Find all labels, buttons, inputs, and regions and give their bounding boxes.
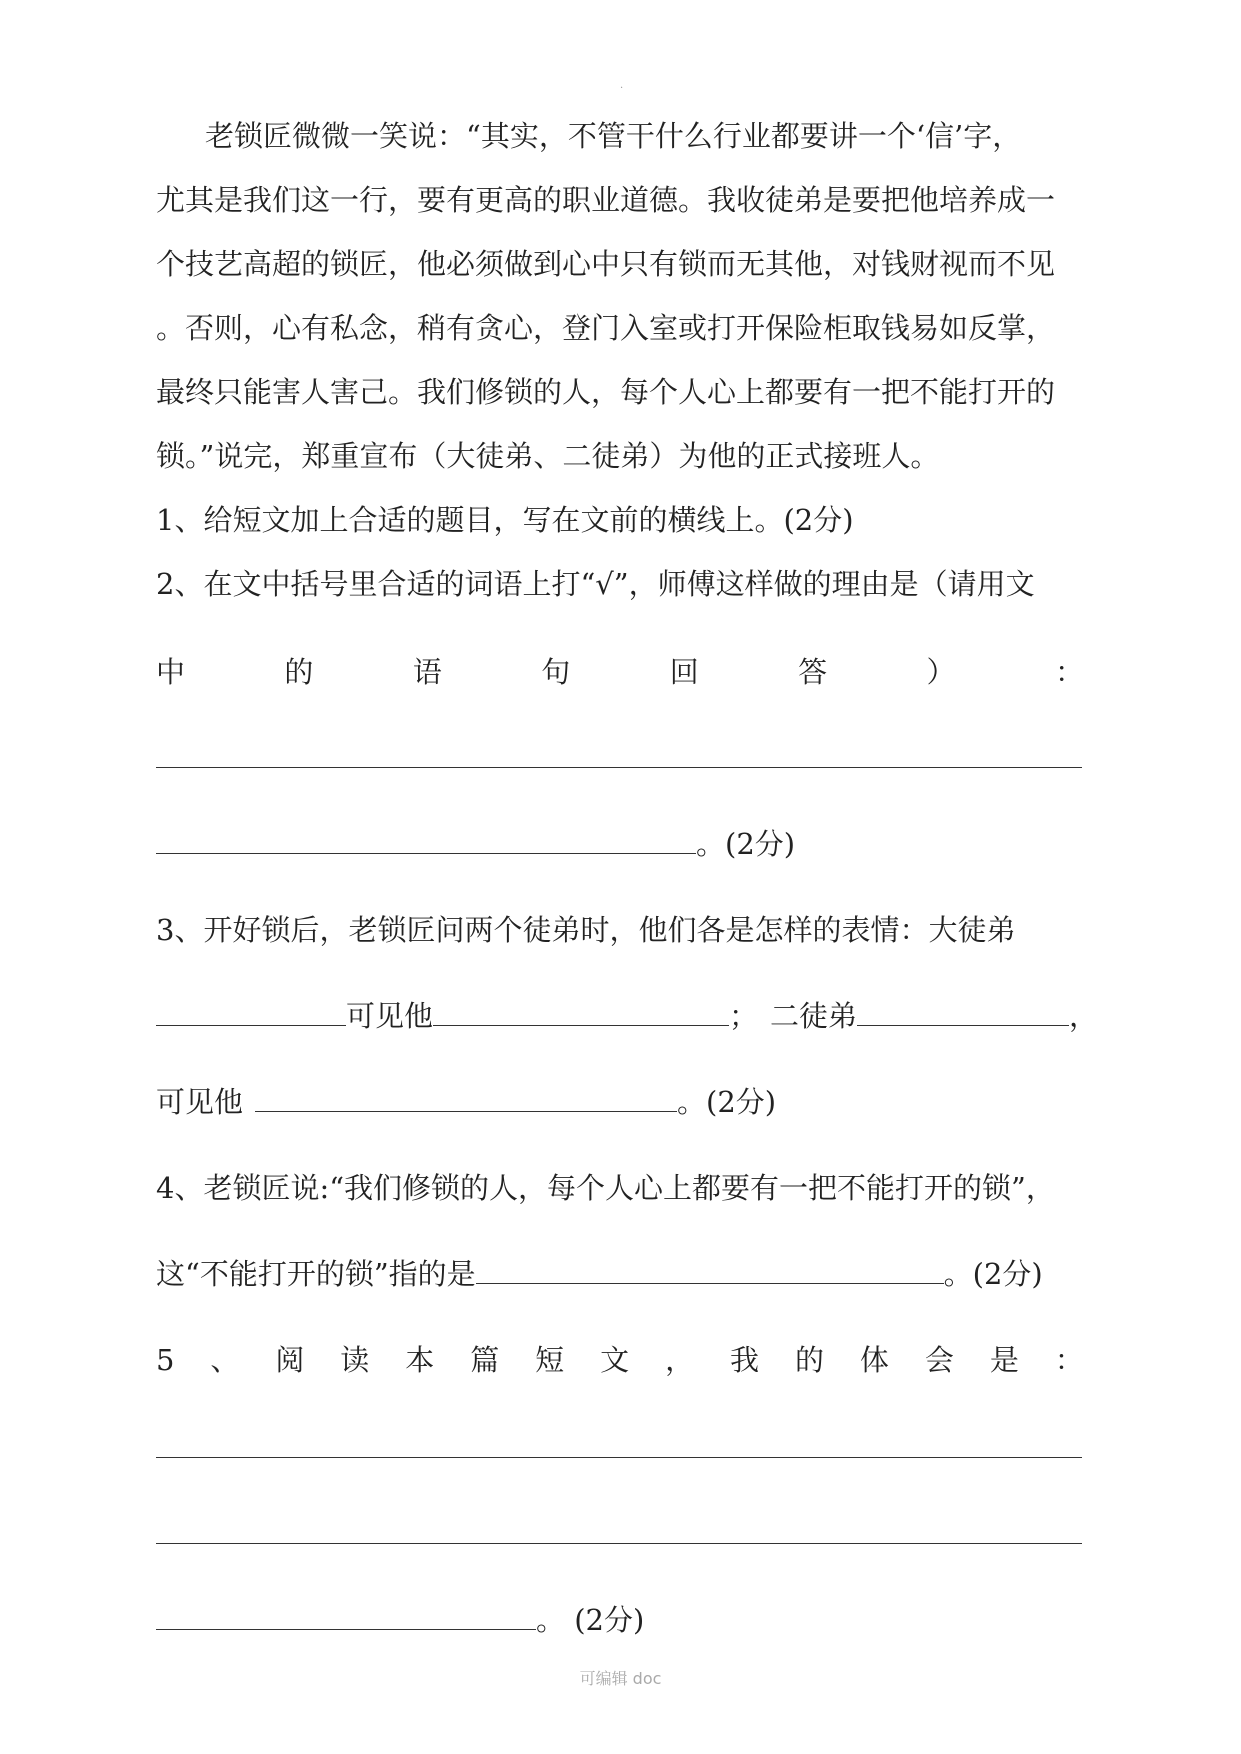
q5-char: 会 [924, 1343, 954, 1377]
answer-blank[interactable] [476, 1257, 944, 1284]
q3-kejian-2: 可见他 [156, 1085, 244, 1119]
q2-char: ） [926, 655, 956, 689]
question-3-line-3 [156, 1084, 776, 1120]
q5-end: 。 (2分) [536, 1603, 645, 1637]
q3-kejian: 可见他 [346, 999, 434, 1033]
answer-blank[interactable] [156, 1603, 536, 1630]
q5-char: 体 [859, 1343, 889, 1377]
q5-char: ， [665, 1343, 695, 1377]
q5-char: 文 [600, 1343, 630, 1377]
q5-char: 我 [730, 1343, 760, 1377]
q5-char: 、 [210, 1343, 240, 1377]
q2-end: 。(2分) [696, 827, 796, 861]
q5-char: ： [1054, 1343, 1084, 1377]
q5-char: 是 [989, 1343, 1019, 1377]
q2-char: ： [1054, 655, 1084, 689]
q3-comma: ， [1069, 999, 1099, 1033]
q3-end: 。(2分) [677, 1085, 777, 1119]
question-4-line-1: 4、老锁匠说:“我们修锁的人，每个人心上都要有一把不能打开的锁”， [156, 1171, 1055, 1205]
question-5-answer-line-3 [156, 1602, 644, 1638]
q5-char: 短 [535, 1343, 565, 1377]
question-5-answer-line-1 [156, 1430, 1082, 1466]
question-5-line-1 [156, 1342, 1084, 1378]
q5-char: 本 [405, 1343, 435, 1377]
q4-end: 。(2分) [943, 1257, 1043, 1291]
q3-er-tudi: 二徒弟 [770, 999, 858, 1033]
question-4-line-2 [156, 1256, 1043, 1292]
answer-blank[interactable] [857, 999, 1069, 1026]
answer-blank[interactable] [156, 741, 1082, 768]
q2-char: 的 [284, 655, 314, 689]
q4-prefix: 这“不能打开的锁”指的是 [156, 1257, 476, 1291]
q2-char: 中 [156, 655, 186, 689]
paragraph-line-1: 老锁匠微微一笑说：“其实，不管干什么行业都要讲一个‘信’字， [205, 119, 1022, 153]
q5-char: 阅 [275, 1343, 305, 1377]
q2-char: 句 [541, 655, 571, 689]
answer-blank[interactable] [255, 1085, 677, 1112]
question-3-line-2 [156, 998, 1098, 1034]
page-footer: 可编辑 doc [579, 1669, 662, 1688]
paragraph-line-5: 最终只能害人害己。我们修锁的人，每个人心上都要有一把不能打开的 [156, 375, 1056, 409]
q5-char: 5 [156, 1343, 175, 1377]
answer-blank[interactable] [156, 827, 696, 854]
q2-char: 答 [798, 655, 828, 689]
q2-char: 语 [412, 655, 442, 689]
paragraph-line-6: 锁。”说完，郑重宣布（大徒弟、二徒弟）为他的正式接班人。 [156, 439, 940, 473]
q5-char: 读 [340, 1343, 370, 1377]
question-2-answer-line-2 [156, 826, 795, 862]
question-1: 1、给短文加上合适的题目，写在文前的横线上。(2分) [156, 503, 854, 537]
paragraph-line-4: 。否则，心有私念，稍有贪心，登门入室或打开保险柜取钱易如反掌， [156, 311, 1056, 345]
question-2-line-2 [156, 654, 1084, 690]
answer-blank[interactable] [156, 1517, 1082, 1544]
top-mark: . [620, 80, 624, 91]
answer-blank[interactable] [433, 999, 729, 1026]
paragraph-line-3: 个技艺高超的锁匠，他必须做到心中只有锁而无其他，对钱财视而不见 [156, 247, 1056, 281]
q5-char: 篇 [470, 1343, 500, 1377]
q5-char: 的 [794, 1343, 824, 1377]
question-2-answer-line-1 [156, 740, 1082, 776]
answer-blank[interactable] [156, 1431, 1082, 1458]
q3-semicolon: ； [729, 999, 759, 1033]
q2-char: 回 [669, 655, 699, 689]
question-3-line-1: 3、开好锁后，老锁匠问两个徒弟时，他们各是怎样的表情：大徒弟 [156, 913, 1016, 947]
question-5-answer-line-2 [156, 1516, 1082, 1552]
paragraph-line-2: 尤其是我们这一行，要有更高的职业道德。我收徒弟是要把他培养成一 [156, 183, 1056, 217]
question-2-line-1: 2、在文中括号里合适的词语上打“√”，师傅这样做的理由是（请用文 [156, 567, 1035, 601]
answer-blank[interactable] [156, 999, 346, 1026]
